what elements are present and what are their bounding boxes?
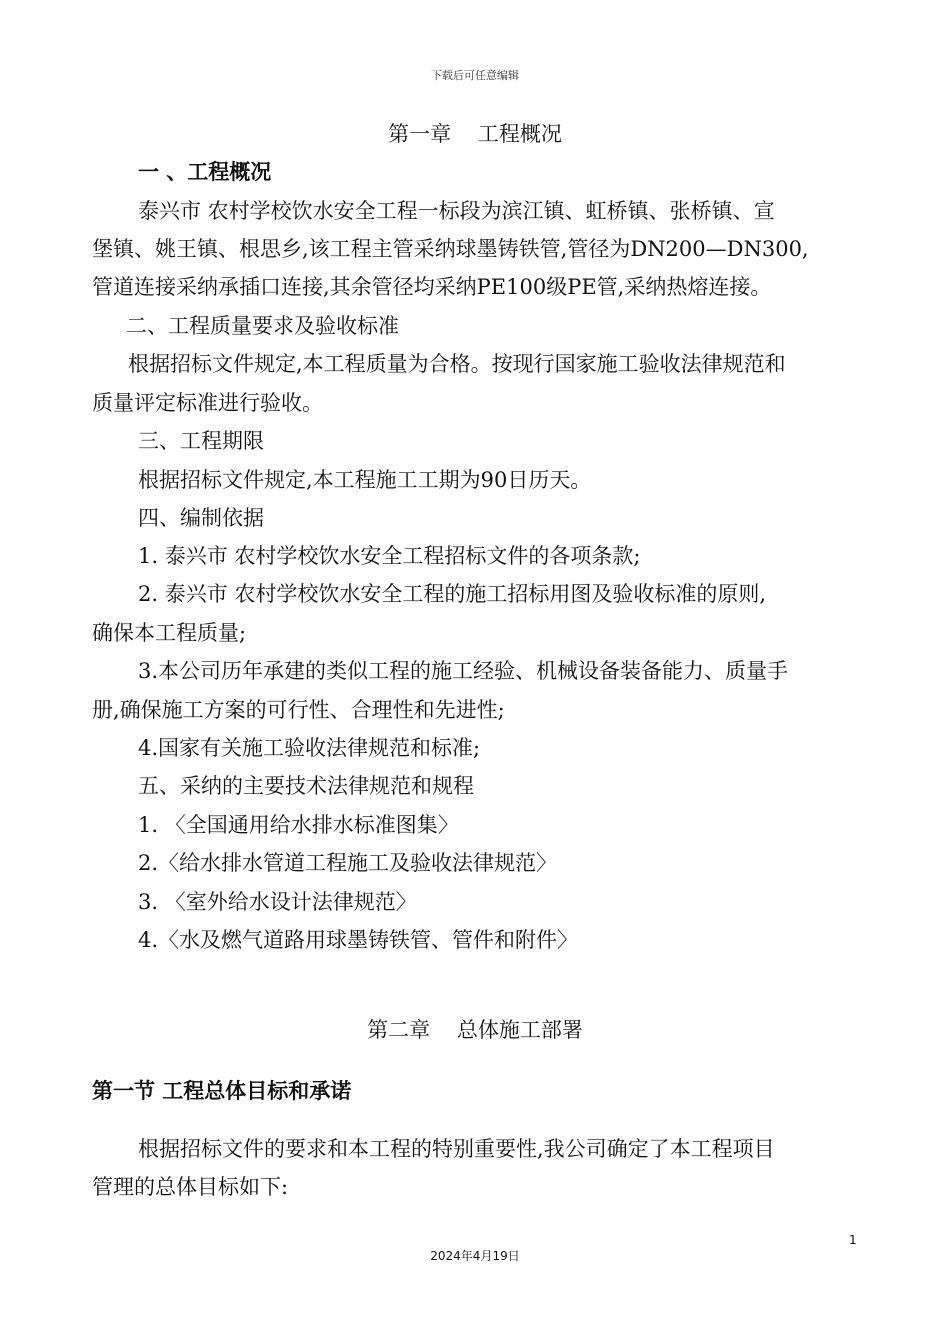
section-4-heading: 四、编制依据 bbox=[138, 506, 264, 530]
list-item: 4.国家有关施工验收法律规范和标准; bbox=[138, 736, 481, 760]
page-number: 1 bbox=[849, 1233, 857, 1247]
list-item: 1. 泰兴市 农村学校饮水安全工程招标文件的各项条款; bbox=[138, 544, 641, 568]
section-5-heading: 五、采纳的主要技术法律规范和规程 bbox=[138, 774, 474, 798]
paragraph-line: 根据招标文件的要求和本工程的特别重要性,我公司确定了本工程项目 bbox=[138, 1137, 775, 1161]
paragraph-line: 泰兴市 农村学校饮水安全工程一标段为滨江镇、虹桥镇、张桥镇、宣 bbox=[138, 199, 775, 223]
paragraph-line: 管道连接采纳承插口连接,其余管径均采纳PE100级PE管,采纳热熔连接。 bbox=[92, 275, 772, 299]
chapter-1-title: 第一章 工程概况 bbox=[388, 122, 562, 146]
paragraph-line: 根据招标文件规定,本工程施工工期为90日历天。 bbox=[138, 468, 592, 492]
paragraph-line: 管理的总体目标如下: bbox=[92, 1175, 289, 1199]
list-item: 3.本公司历年承建的类似工程的施工经验、机械设备装备能力、质量手 bbox=[138, 659, 789, 683]
list-item: 1. 〈全国通用给水排水标准图集〉 bbox=[138, 813, 459, 837]
section-3-heading: 三、工程期限 bbox=[138, 429, 264, 453]
list-item-continuation: 确保本工程质量; bbox=[92, 621, 247, 645]
section-2-heading: 二、工程质量要求及验收标准 bbox=[126, 314, 399, 338]
chapter-2-title: 第二章 总体施工部署 bbox=[367, 1018, 583, 1042]
paragraph-line: 质量评定标准进行验收。 bbox=[92, 391, 323, 415]
paragraph-line: 根据招标文件规定,本工程质量为合格。按现行国家施工验收法律规范和 bbox=[128, 352, 786, 376]
footer-date: 2024年4月19日 bbox=[430, 1249, 520, 1263]
list-item: 3. 〈室外给水设计法律规范〉 bbox=[138, 890, 417, 914]
list-item: 4.〈水及燃气道路用球墨铸铁管、管件和附件〉 bbox=[138, 928, 579, 952]
list-item-continuation: 册,确保施工方案的可行性、合理性和先进性; bbox=[92, 698, 505, 722]
chapter-2-section-1-heading: 第一节 工程总体目标和承诺 bbox=[92, 1079, 352, 1103]
section-1-heading: 一 、工程概况 bbox=[138, 160, 272, 184]
header-note: 下载后可任意编辑 bbox=[431, 69, 519, 82]
list-item: 2.〈给水排水管道工程施工及验收法律规范〉 bbox=[138, 851, 558, 875]
list-item: 2. 泰兴市 农村学校饮水安全工程的施工招标用图及验收标准的原则, bbox=[138, 582, 767, 606]
paragraph-line: 堡镇、姚王镇、根思乡,该工程主管采纳球墨铸铁管,管径为DN200—DN300, bbox=[92, 237, 809, 261]
